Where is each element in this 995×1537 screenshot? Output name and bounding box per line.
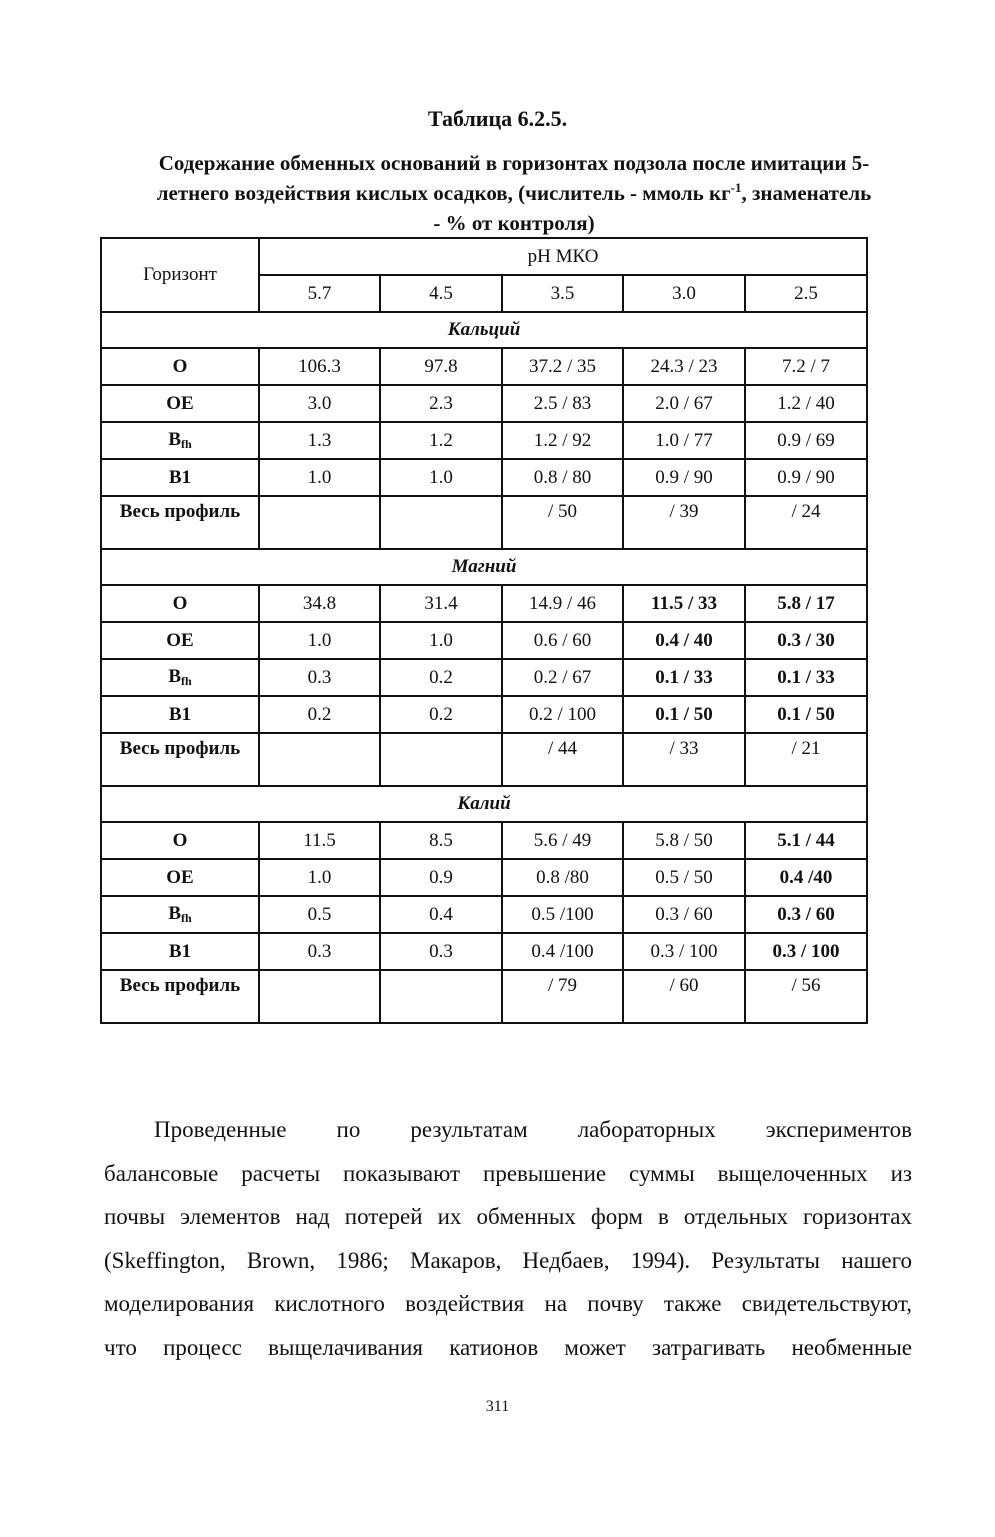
horizon-cell: [101, 859, 259, 896]
value-cell: 5.8 / 17: [745, 585, 867, 622]
caption-superscript: -1: [730, 180, 742, 195]
value-cell: 0.6 / 60: [502, 622, 623, 659]
horizon-label: O: [172, 355, 188, 377]
value-cell: 106.3: [259, 348, 380, 385]
horizon-cell: [101, 459, 259, 496]
section-row: [101, 786, 867, 822]
horizon-label: OE: [166, 866, 194, 888]
table-row: [101, 348, 867, 385]
horizon-subscript: fh: [181, 911, 192, 925]
profile-value: [380, 970, 502, 1023]
value-cell: 0.3: [259, 933, 380, 970]
value-cell: 1.2 / 92: [502, 422, 623, 459]
value-cell: 97.8: [380, 348, 502, 385]
paragraph-line: балансовые расчеты показывают превышение суммы выщелоченных из: [104, 1160, 912, 1186]
horizon-label: B: [168, 666, 181, 687]
horizon-label: B1: [168, 940, 192, 962]
profile-row: [101, 733, 867, 786]
paragraph-line: (Skeffington, Brown, 1986; Макаров, Недбаев, 1994). Результаты нашего: [104, 1247, 912, 1273]
profile-value: / 56: [745, 970, 867, 1023]
horizon-cell: [101, 422, 259, 459]
value-cell: 5.1 / 44: [745, 822, 867, 859]
value-cell: 14.9 / 46: [502, 585, 623, 622]
value-cell: 0.3: [259, 659, 380, 696]
profile-value: / 39: [623, 496, 745, 549]
table-row: [101, 822, 867, 859]
value-cell: 0.3 / 60: [745, 896, 867, 933]
value-cell: 34.8: [259, 585, 380, 622]
value-cell: 2.3: [380, 385, 502, 422]
table-row: [101, 859, 867, 896]
table-caption: [105, 148, 923, 238]
value-cell: 0.1 / 50: [745, 696, 867, 733]
value-cell: 31.4: [380, 585, 502, 622]
section-title: Кальций: [101, 312, 867, 348]
value-cell: 1.2 / 40: [745, 385, 867, 422]
profile-value: / 44: [502, 733, 623, 786]
horizon-label: B1: [168, 703, 192, 725]
profile-value: / 79: [502, 970, 623, 1023]
table-body: [101, 238, 867, 1023]
profile-value: / 60: [623, 970, 745, 1023]
value-cell: 0.9 / 69: [745, 422, 867, 459]
horizon-label: B1: [168, 466, 192, 488]
value-cell: 5.6 / 49: [502, 822, 623, 859]
horizon-label: OE: [166, 392, 194, 414]
value-cell: 0.1 / 33: [745, 659, 867, 696]
profile-label: Весь профиль: [101, 970, 259, 1023]
ph-level: 3.5: [502, 275, 623, 312]
value-cell: 0.2: [259, 696, 380, 733]
value-cell: 8.5: [380, 822, 502, 859]
value-cell: 0.2: [380, 696, 502, 733]
ph-level: 2.5: [745, 275, 867, 312]
profile-value: [259, 970, 380, 1023]
value-cell: 0.5: [259, 896, 380, 933]
value-cell: 0.2: [380, 659, 502, 696]
profile-value: / 24: [745, 496, 867, 549]
table-row: [101, 385, 867, 422]
horizon-cell: [101, 622, 259, 659]
horizon-cell: [101, 385, 259, 422]
value-cell: 1.2: [380, 422, 502, 459]
value-cell: 0.2 / 100: [502, 696, 623, 733]
value-cell: 0.4 /40: [745, 859, 867, 896]
profile-label: Весь профиль: [101, 496, 259, 549]
horizon-cell: [101, 659, 259, 696]
value-cell: 1.3: [259, 422, 380, 459]
value-cell: 1.0 / 77: [623, 422, 745, 459]
horizon-label: B: [168, 903, 181, 924]
horizon-cell: [101, 822, 259, 859]
paragraph-line: моделирования кислотного воздействия на почву также свидетельствуют,: [104, 1291, 912, 1316]
paragraph-line: Проведенные по результатам лабораторных экспериментов: [154, 1117, 912, 1142]
horizon-cell: [101, 896, 259, 933]
profile-value: / 50: [502, 496, 623, 549]
value-cell: 11.5: [259, 822, 380, 859]
profile-value: [259, 733, 380, 786]
value-cell: 0.4: [380, 896, 502, 933]
value-cell: 0.8 / 80: [502, 459, 623, 496]
horizon-cell: [101, 348, 259, 385]
value-cell: 0.3: [380, 933, 502, 970]
horizon-label: O: [172, 829, 188, 851]
table-number: Таблица 6.2.5.: [427, 106, 568, 131]
horizon-label: B: [168, 429, 181, 450]
section-row: [101, 312, 867, 348]
table-row: [101, 622, 867, 659]
value-cell: 37.2 / 35: [502, 348, 623, 385]
horizon-header: Горизонт: [101, 238, 259, 312]
ph-level: 5.7: [259, 275, 380, 312]
value-cell: 1.0: [380, 622, 502, 659]
horizon-label: O: [172, 592, 188, 614]
exchange-bases-table: [100, 237, 868, 1024]
value-cell: 0.3 / 100: [623, 933, 745, 970]
table-row: [101, 696, 867, 733]
value-cell: 24.3 / 23: [623, 348, 745, 385]
value-cell: 0.8 /80: [502, 859, 623, 896]
value-cell: 5.8 / 50: [623, 822, 745, 859]
horizon-label: OE: [166, 629, 194, 651]
ph-header: pH МКО: [259, 238, 867, 275]
caption-line-2-text: летнего воздействия кислых осадков, (числитель - ммоль кг: [156, 181, 731, 205]
paragraph-line: почвы элементов над потерей их обменных форм в отдельных горизонтах: [104, 1204, 912, 1229]
value-cell: 1.0: [259, 859, 380, 896]
horizon-cell: [101, 585, 259, 622]
ph-level: 4.5: [380, 275, 502, 312]
value-cell: 7.2 / 7: [745, 348, 867, 385]
horizon-subscript: fh: [181, 674, 192, 688]
value-cell: 0.9 / 90: [623, 459, 745, 496]
value-cell: 0.3 / 60: [623, 896, 745, 933]
horizon-cell: [101, 933, 259, 970]
horizon-subscript: fh: [181, 437, 192, 451]
value-cell: 0.4 /100: [502, 933, 623, 970]
value-cell: 0.9: [380, 859, 502, 896]
value-cell: 0.1 / 50: [623, 696, 745, 733]
profile-row: [101, 496, 867, 549]
table-row: [101, 659, 867, 696]
paragraph-line: что процесс выщелачивания катионов может затрагивать необменные: [104, 1334, 912, 1360]
profile-value: / 33: [623, 733, 745, 786]
ph-level: 3.0: [623, 275, 745, 312]
table-row: [101, 422, 867, 459]
table-row: [101, 896, 867, 933]
profile-label: Весь профиль: [101, 733, 259, 786]
value-cell: 0.9 / 90: [745, 459, 867, 496]
value-cell: 0.3 / 30: [745, 622, 867, 659]
body-paragraph: [104, 1108, 912, 1369]
caption-line-3: - % от контроля): [433, 211, 595, 235]
page-number: 311: [485, 1398, 510, 1415]
horizon-cell: [101, 696, 259, 733]
table-row: [101, 585, 867, 622]
value-cell: 0.3 / 100: [745, 933, 867, 970]
profile-value: [259, 496, 380, 549]
value-cell: 0.2 / 67: [502, 659, 623, 696]
caption-line-2: [105, 178, 923, 208]
section-title: Калий: [101, 786, 867, 822]
value-cell: 1.0: [259, 459, 380, 496]
profile-value: [380, 496, 502, 549]
table-row: [101, 459, 867, 496]
profile-row: [101, 970, 867, 1023]
caption-line-2-tail: , знаменатель: [741, 181, 872, 205]
header-row-1: [101, 238, 867, 275]
value-cell: 2.5 / 83: [502, 385, 623, 422]
value-cell: 11.5 / 33: [623, 585, 745, 622]
value-cell: 0.1 / 33: [623, 659, 745, 696]
section-title: Магний: [101, 549, 867, 585]
profile-value: [380, 733, 502, 786]
section-row: [101, 549, 867, 585]
value-cell: 2.0 / 67: [623, 385, 745, 422]
value-cell: 0.4 / 40: [623, 622, 745, 659]
value-cell: 1.0: [380, 459, 502, 496]
profile-value: / 21: [745, 733, 867, 786]
caption-line-1: Содержание обменных оснований в горизонтах подзола после имитации 5-: [158, 151, 870, 175]
value-cell: 0.5 /100: [502, 896, 623, 933]
value-cell: 0.5 / 50: [623, 859, 745, 896]
value-cell: 3.0: [259, 385, 380, 422]
table-row: [101, 933, 867, 970]
value-cell: 1.0: [259, 622, 380, 659]
